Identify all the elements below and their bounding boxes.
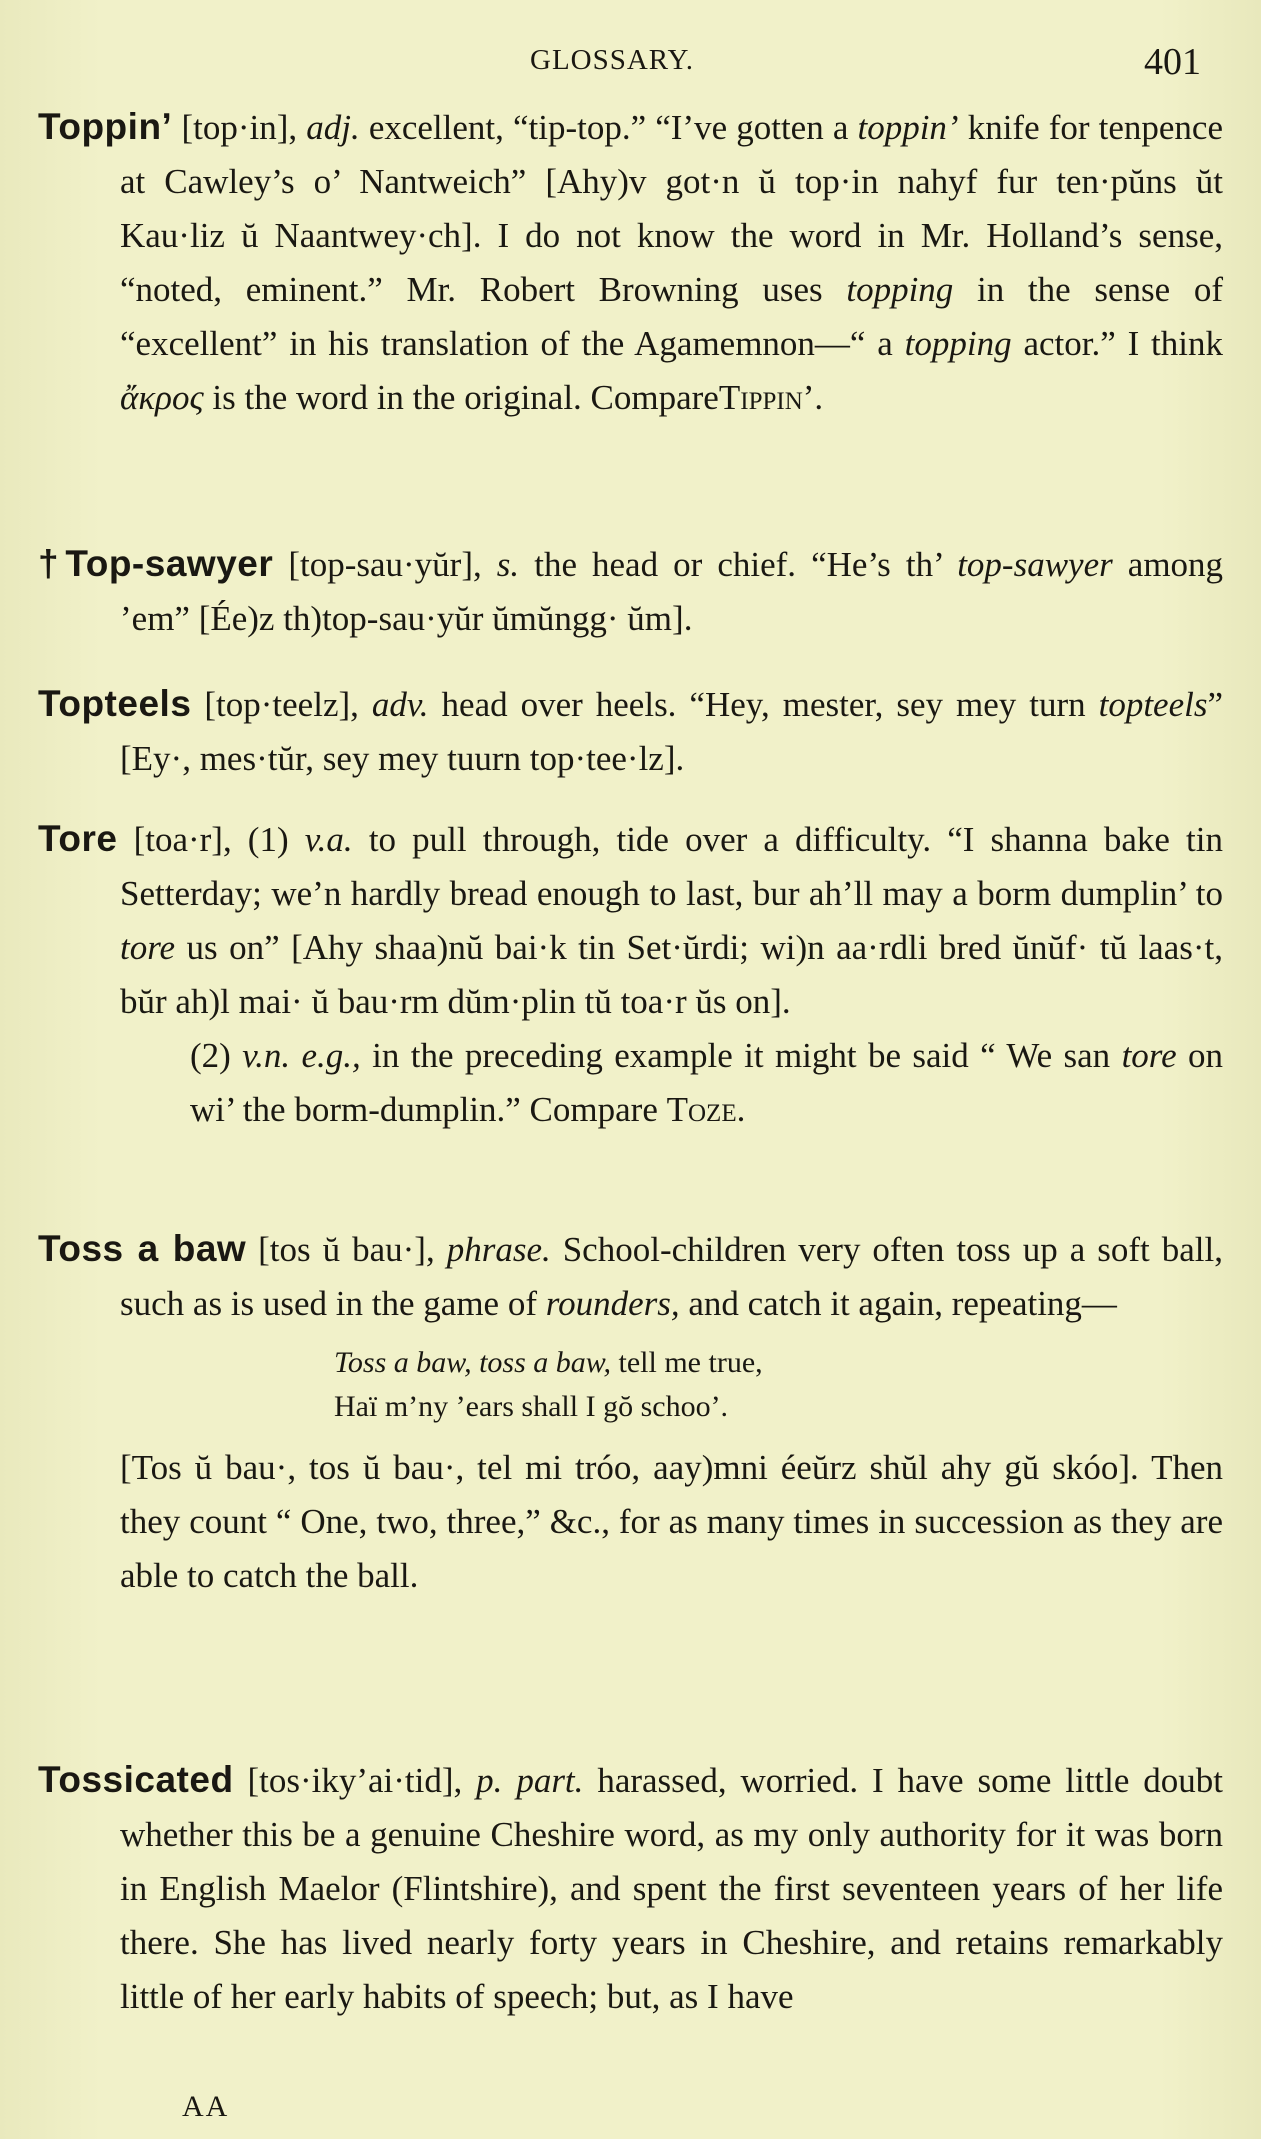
definition-text: and catch it again, repeating— bbox=[688, 1284, 1117, 1323]
verse bbox=[120, 1341, 1223, 1429]
definition-text: among ’em” [Ée)z th)top-sau·yŭr ŭmŭngg· ŭm]. bbox=[120, 545, 1224, 638]
definition-text: in the preceding example it might be said “ We san bbox=[372, 1036, 1111, 1075]
definition: excellent, “tip-top.” “I’ve gotten a bbox=[368, 108, 849, 147]
definition-text: actor.” I think bbox=[1023, 324, 1223, 363]
running-title: GLOSSARY. bbox=[530, 44, 694, 76]
definition: School-children very often toss up a soft ball, such as is used in the game of bbox=[120, 1230, 1223, 1323]
pronunciation: [top·in], bbox=[181, 108, 298, 147]
entry-tore bbox=[38, 812, 1223, 1137]
quoted-word: toppin’ bbox=[857, 108, 959, 147]
part-of-speech: s. bbox=[496, 545, 520, 584]
quoted-word: top-sawyer bbox=[957, 545, 1113, 584]
definition: head over heels. “Hey, mester, sey mey turn bbox=[441, 685, 1086, 724]
definition-text: . bbox=[736, 1090, 746, 1129]
definition: to pull through, tide over a difficulty. “I shanna bake tin Setterday; we’n hardly bread enough to last, bur ah’ll may a borm dumplin’ to bbox=[120, 820, 1223, 913]
part-of-speech: adj. bbox=[306, 108, 360, 147]
definition-text: ’. bbox=[802, 378, 824, 417]
quoted-word: topping bbox=[846, 270, 954, 309]
sense-2 bbox=[120, 1029, 1223, 1137]
quoted-word: tore bbox=[1121, 1036, 1177, 1075]
headword: Toppin’ bbox=[38, 106, 173, 147]
quoted-word: rounders, bbox=[545, 1284, 680, 1323]
entry-toppin bbox=[38, 100, 1223, 425]
page-number: 401 bbox=[1144, 41, 1201, 83]
definition-text: is the word in the original. Compare bbox=[212, 378, 719, 417]
headword: Topteels bbox=[38, 683, 192, 724]
part-of-speech: phrase. bbox=[446, 1230, 551, 1269]
headword: †Top-sawyer bbox=[38, 543, 274, 584]
definition-text: knife for tenpence at Cawley’s o’ Nantweich” [Ahy)v got·n ŭ top·in nahyf fur ten·pŭns ŭt Kau·liz ŭ Naantwey·ch]. I do not know the word in Mr. Holland’s sense, “noted, eminent.” Mr. Robert Browning uses bbox=[120, 108, 1223, 309]
part-of-speech: p. part. bbox=[476, 1761, 584, 1800]
pronunciation: [toa·r], (1) bbox=[133, 820, 289, 859]
definition-text: in the sense of “excellent” in his translation of the Agamemnon—“ a bbox=[120, 270, 1224, 363]
entry-topteels bbox=[38, 677, 1223, 786]
definition-text: ” [Ey·, mes·tŭr, sey mey tuurn top·tee·lz]. bbox=[120, 685, 1224, 778]
entry-toss-a-baw bbox=[38, 1222, 1223, 1603]
part-of-speech: v.a. bbox=[304, 820, 353, 859]
headword: Tossicated bbox=[38, 1759, 234, 1800]
definition-text: [Tos ŭ bau·, tos ŭ bau·, tel mi tróo, aay)mni éeŭrz shŭl ahy gŭ skóo]. Then they count “ One, two, three,” &c., for as many times in succession as they are able to catch the ball. bbox=[120, 1448, 1223, 1595]
verse-line-2: Haï m’ny ’ears shall I gŏ schoo’. bbox=[334, 1390, 729, 1423]
verse-line-1-rest: tell me true, bbox=[618, 1346, 763, 1379]
definition: the head or chief. “He’s th’ bbox=[534, 545, 943, 584]
verse-line-1-italic: Toss a baw, toss a baw, bbox=[334, 1346, 612, 1379]
running-head bbox=[0, 40, 1261, 90]
pronunciation: [tos·iky’ai·tid], bbox=[247, 1761, 463, 1800]
definition: harassed, worried. I have some little doubt whether this be a genuine Cheshire word, as my only authority for it was born in English Maelor (Flintshire), and spent the first seventeen years of her life there. She has lived nearly forty years in Cheshire, and retains remarkably little of her early habits of speech; but, as I have bbox=[120, 1761, 1224, 2016]
quoted-word: tore bbox=[120, 928, 176, 967]
pronunciation: [tos ŭ bau·], bbox=[258, 1230, 435, 1269]
entry-top-sawyer bbox=[38, 537, 1223, 646]
signature-mark: AA bbox=[182, 2090, 230, 2123]
headword: Toss a baw bbox=[38, 1228, 247, 1269]
definition-text: us on” [Ahy shaa)nŭ bai·k tin Set·ŭrdi; wi)n aa·rdli bred ŭnŭf· tŭ laas·t, bŭr ah)l mai· ŭ bau·rm dŭm·plin tŭ toa·r ŭs on]. bbox=[120, 928, 1223, 1021]
cross-reference: Toze bbox=[666, 1090, 737, 1129]
greek-word: ἄκρος bbox=[120, 378, 204, 417]
definition-text: on wi’ the borm-dumplin.” Compare bbox=[190, 1036, 1224, 1129]
cross-reference: Tippin bbox=[718, 378, 803, 417]
part-of-speech: adv. bbox=[371, 685, 429, 724]
part-of-speech: v.n. e.g., bbox=[242, 1036, 361, 1075]
sense-number: (2) bbox=[190, 1036, 231, 1075]
pronunciation: [top-sau·yŭr], bbox=[288, 545, 482, 584]
headword: Tore bbox=[38, 818, 118, 859]
pronunciation: [top·teelz], bbox=[204, 685, 359, 724]
quoted-word: topping bbox=[904, 324, 1012, 363]
quoted-word: topteels bbox=[1098, 685, 1208, 724]
entry-tossicated bbox=[38, 1753, 1223, 2024]
